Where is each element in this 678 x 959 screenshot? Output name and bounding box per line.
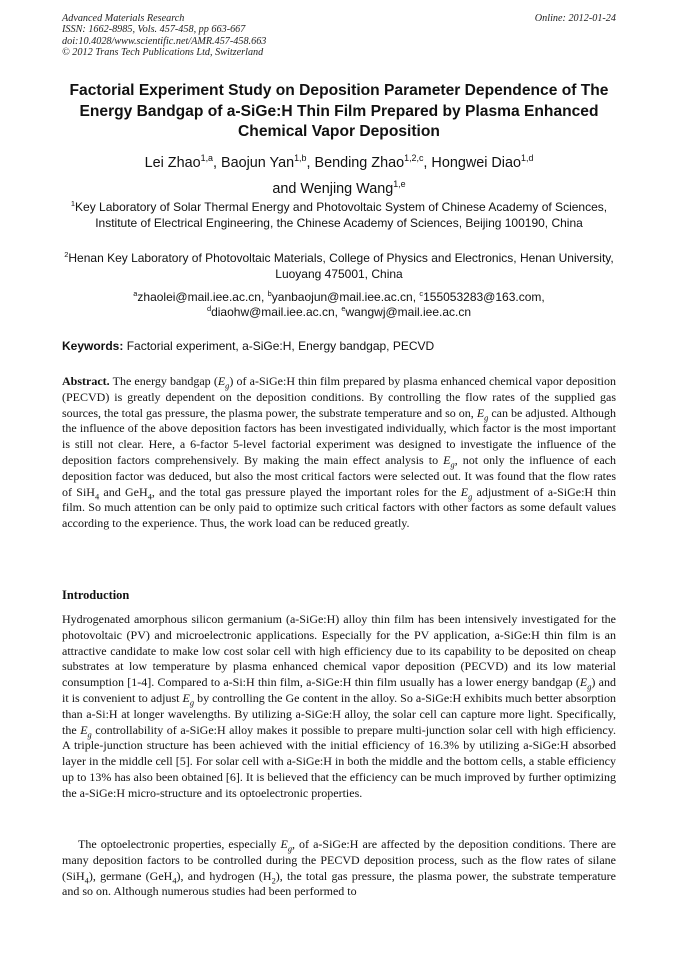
author: Bending Zhao$^{1,2,c}$, [314,153,432,171]
doi-line: doi:10.4028/www.scientific.net/AMR.457-458.663 [62,35,267,47]
intro-paragraph-1: Hydrogenated amorphous silicon germanium (a-SiGe:H) alloy thin film has been intensively investigated for the photovoltaic (PV) and microelectronic applications. Especially for the PV application, a-SiGe:H thin film is an attractive candidate to make low cost solar cell with high efficiency due to its capability to be deposited on cheap substrates at low temperature by plasma enhanced chemical vapor deposition (PECVD) and its low material consumption [1-4]. Compared to a-Si:H thin film, a-SiGe:H thin film usually has a lower energy bandgap $(E_g)$ and it is convenient to adjust $E_g$ by controlling the Ge content in the alloy. So a-SiGe:H exhibits much better absorption than a-Si:H at longer wavelengths. By utilizing a-SiGe:H alloy, the solar cell can capture more light. Specifically, the $E_g$ controllability of a-SiGe:H alloy makes it possible to prepare multi-junction solar cell with high efficiency. A triple-junction structure has been achieved with the initial efficiency of 16.3% by utilizing a-SiGe:H absorbed layer in the middle cell [5]. For solar cell with a-SiGe:H in both the middle and the bottom cells, a stable efficiency up to 13% has also been obtained [6]. It is believed that the efficiency can be much improved by further optimizing the a-SiGe:H micro-structure and its optoelectronic properties. [62,612,616,800]
keywords-label: Keywords: [62,339,124,353]
keywords [62,339,616,353]
issn-line: ISSN: 1662-8985, Vols. 457-458, pp 663-667 [62,24,246,36]
email-link[interactable]: yanbaojun@mail.iee.ac.cn [271,290,413,304]
abstract-label: Abstract. [62,374,110,388]
affiliation-1: $^1$Key Laboratory of Solar Thermal Energy and Photovoltaic System of Chinese Academy of Sciences, Institute of Electrical Engineering, the Chinese Academy of Sciences, Beijing 100190, China [70,199,608,230]
author: Lei Zhao$^{1,a}$, [144,153,221,171]
email-link[interactable]: 155053283@163.com [423,290,542,304]
email-link[interactable]: zhaolei@mail.iee.ac.cn [137,290,261,304]
abstract: Abstract. The energy bandgap $(E_g)$ of a-SiGe:H thin film prepared by plasma enhanced chemical vapor deposition (PECVD) is greatly dependent on the deposition conditions. By controlling the flow rates of the supplied gas sources, the total gas pressure, the plasma power, the substrate temperature and so on, $E_g$ can be adjusted. Although the influence of the above deposition factors has been investigated individually, which factor is the most important is still not clear. Here, a 6-factor 5-level factorial experiment was designed to investigate the influence of the deposition factors comprehensively. By making the main effect analysis to $E_g$, not only the influence of each deposition factor was deduced, but also the most critical factors were selected out. It was found that the flow rates of SiH$_4$ and GeH$_4$, and the total gas pressure played the important roles for the $E_g$ adjustment of a-SiGe:H thin film. So much attention can be only paid to optimize such critical factors with other factors as some default values according to the experience. Thus, the work load can be reduced greatly. [62,374,617,531]
author: Hongwei Diao$^{1,d}$ [431,153,534,171]
affiliation-2: $^2$Henan Key Laboratory of Photovoltaic Materials, College of Physics and Electronics, Henan University, Luoyang 475001, China [64,250,614,281]
author-list [62,150,616,202]
intro-paragraph-2: The optoelectronic properties, especially $E_g$, of a-SiGe:H are affected by the deposition conditions. There are many deposition factors to be controlled during the PECVD deposition process, such as the flow rates of silane (SiH$_4$), germane (GeH$_4$), and hydrogen $(H_2)$, the total gas pressure, the plasma power, the substrate temperature and so on. Although numerous studies had been performed to [62,837,616,899]
author: and Wenjing Wang$^{1,e}$ [272,179,406,197]
email-list: $^a$zhaolei@mail.iee.ac.cn, $^b$yanbaojun@mail.iee.ac.cn, $^c$155053283@163.com, $^d$diaohw@mail.iee.ac.cn, $^e$wangwj@mail.iee.ac.cn [133,289,545,320]
author: Baojun Yan$^{1,b}$, [221,153,315,171]
email-link[interactable]: diaohw@mail.iee.ac.cn [211,305,335,320]
email-link[interactable]: wangwj@mail.iee.ac.cn [345,305,472,320]
online-date: Online: 2012-01-24 [534,13,616,24]
journal-name: Advanced Materials Research [62,13,185,24]
paper-title: Factorial Experiment Study on Deposition Parameter Dependence of The Energy Bandgap of a-SiGe:H Thin Film Prepared by Plasma Enhanced Chemical Vapor Deposition [69,82,609,140]
keywords-text: Factorial experiment, a-SiGe:H, Energy bandgap, PECVD [126,339,435,353]
copyright-line: © 2012 Trans Tech Publications Ltd, Switzerland [62,47,264,59]
section-heading-introduction: Introduction [62,588,130,602]
running-header [62,13,616,59]
